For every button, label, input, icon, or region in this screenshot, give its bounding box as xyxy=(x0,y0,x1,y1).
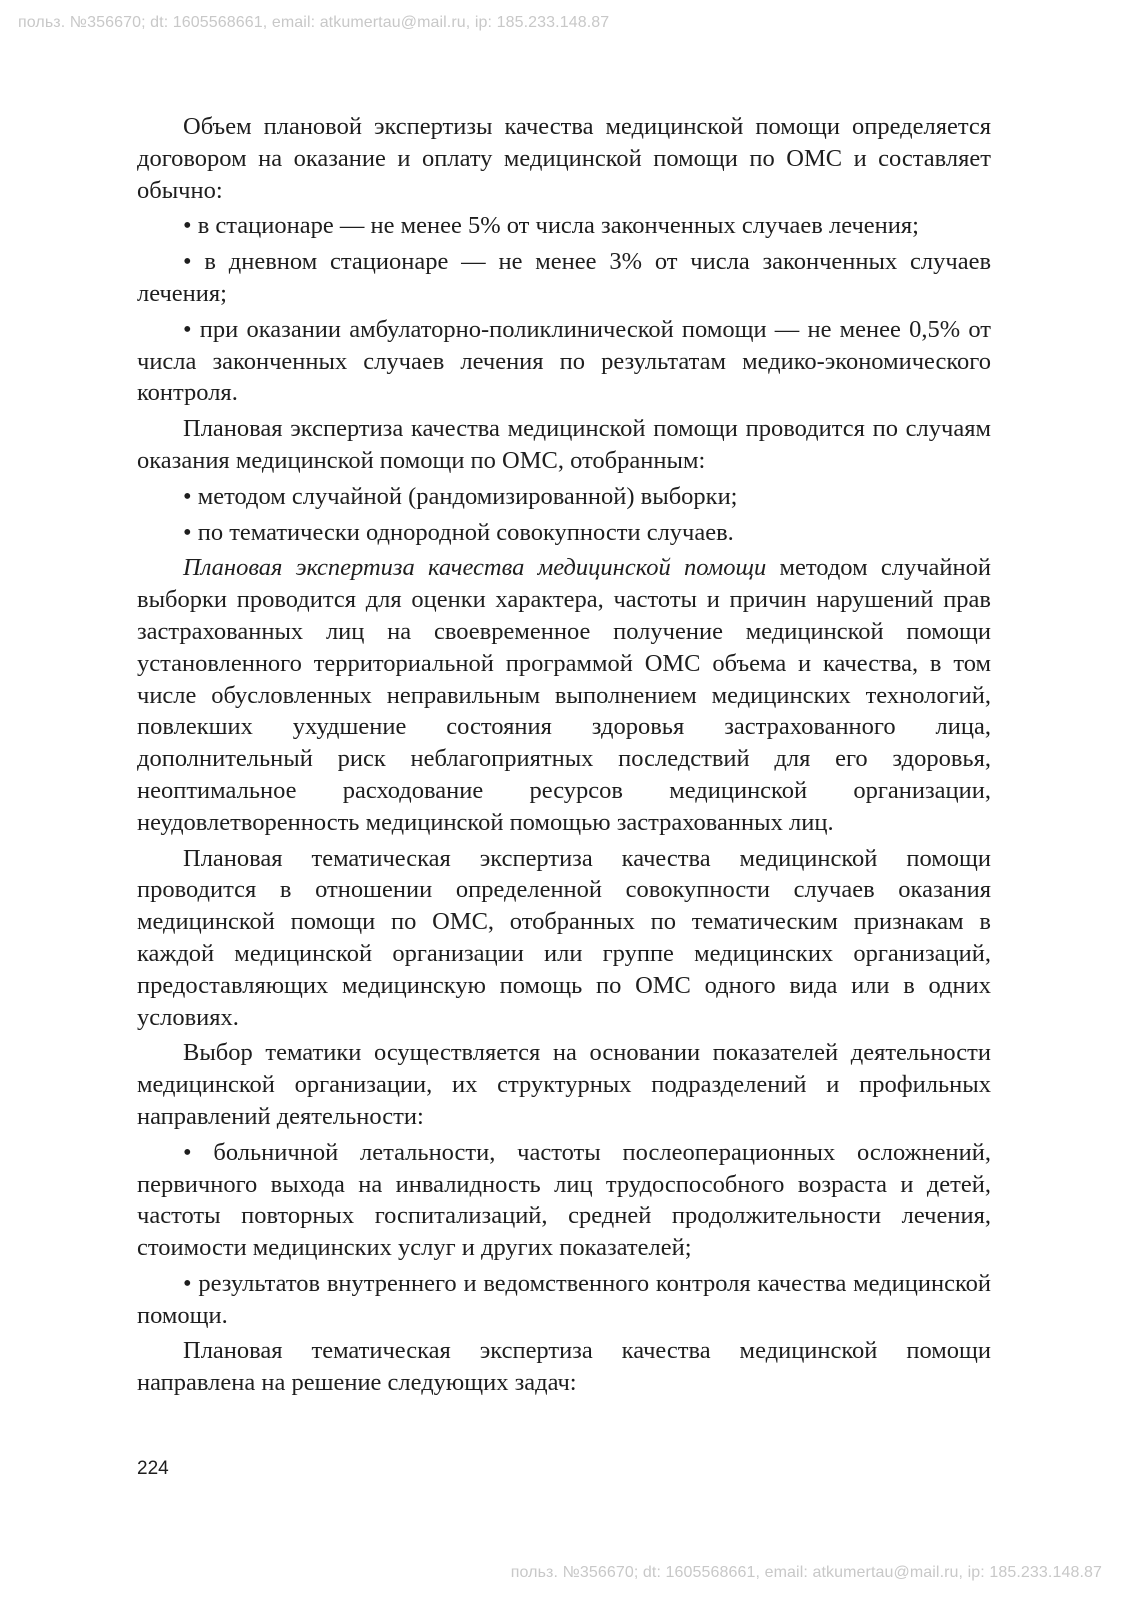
bullet-item: • при оказании амбулаторно-поликлинической помощи — не менее 0,5% от числа законченных случаев лечения по результатам медико-экономического контроля. xyxy=(137,314,991,409)
bullet-item: • больничной летальности, частоты послеоперационных осложнений, первичного выхода на инвалидность лиц трудоспособного возраста и детей, частоты повторных госпитализаций, средней продолжительности лечения, стоимости медицинских услуг и других показателей; xyxy=(137,1137,991,1264)
bullet-item: • по тематически однородной совокупности случаев. xyxy=(137,517,991,549)
bullet-item: • результатов внутреннего и ведомственного контроля качества медицинской помощи. xyxy=(137,1268,991,1332)
paragraph-text: методом случайной выборки проводится для оценки характера, частоты и причин нарушений прав застрахованных лиц на своевременное получение медицинской помощи установленного территориальной программой ОМС объема и качества, в том числе обусловленных неправильным выполнением медицинских технологий, повлекших ухудшение состояния здоровья застрахованного лица, дополнительный риск неблагоприятных последствий для его здоровья, неоптимальное расходование ресурсов медицинской организации, неудовлетворенность медицинской помощью застрахованных лиц. xyxy=(137,554,991,836)
italic-term: Плановая экспертиза качества медицинской помощи xyxy=(183,554,767,582)
paragraph: Объем плановой экспертизы качества медицинской помощи определяется договором на оказание и оплату медицинской помощи по ОМС и составляет обычно: xyxy=(137,113,991,204)
bullet-item: • в стационаре — не менее 5% от числа законченных случаев лечения; xyxy=(137,210,991,242)
watermark-top: польз. №356670; dt: 1605568661, email: atkumertau@mail.ru, ip: 185.233.148.87 xyxy=(18,14,610,31)
paragraph: Плановая экспертиза качества медицинской помощи проводится по случаям оказания медицинской помощи по ОМС, отобранным: xyxy=(137,415,991,474)
paragraph: Плановая тематическая экспертиза качества медицинской помощи проводится в отношении определенной совокупности случаев оказания медицинской помощи по ОМС, отобранных по тематическим признакам в каждой медицинской организации или группе медицинских организаций, предоставляющих медицинскую помощь по ОМС одного вида или в одних условиях. xyxy=(137,844,991,1031)
bullet-item: • методом случайной (рандомизированной) выборки; xyxy=(137,481,991,513)
page-number: 224 xyxy=(137,1458,169,1479)
bullet-item: • в дневном стационаре — не менее 3% от числа законченных случаев лечения; xyxy=(137,246,991,310)
page-body xyxy=(137,111,991,1399)
paragraph: Выбор тематики осуществляется на основании показателей деятельности медицинской организации, их структурных подразделений и профильных направлений деятельности: xyxy=(137,1039,991,1130)
watermark-bottom: польз. №356670; dt: 1605568661, email: atkumertau@mail.ru, ip: 185.233.148.87 xyxy=(510,1564,1102,1581)
paragraph: Плановая тематическая экспертиза качества медицинской помощи направлена на решение следующих задач: xyxy=(137,1337,991,1397)
paragraph xyxy=(137,552,991,838)
